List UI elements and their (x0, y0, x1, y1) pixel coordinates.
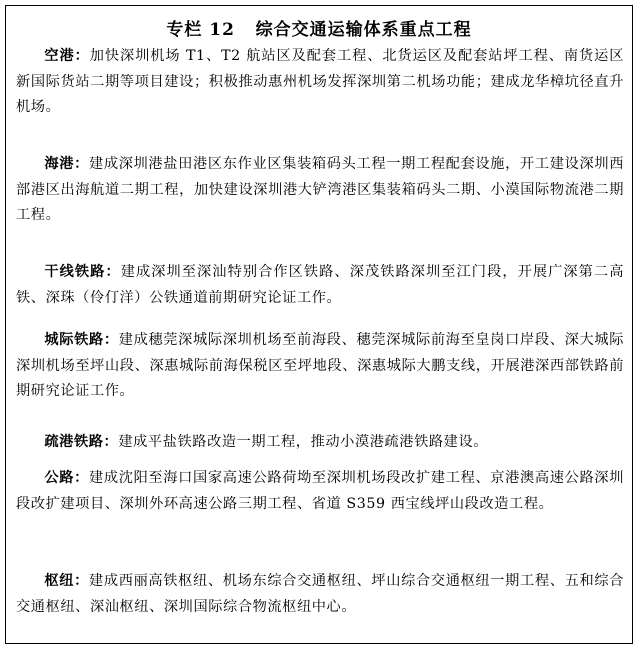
entry-label: 枢纽： (44, 573, 89, 589)
entry-trunk-railway (16, 260, 624, 311)
entry-text: 建成深圳至深汕特别合作区铁路、深茂铁路深圳至江门段，开展广深第二高铁、深珠（伶仃洋）公铁通道前期研究论证工作。 (16, 264, 624, 306)
entry-label: 干线铁路： (44, 264, 121, 280)
entry-text: 建成平盐铁路改造一期工程，推动小漠港疏港铁路建设。 (118, 434, 489, 450)
entry-airport (16, 44, 624, 121)
entry-text: 建成沈阳至海口国家高速公路荷坳至深圳机场段改扩建工程、京港澳高速公路深圳段改扩建项目、深圳外环高速公路三期工程、省道 S359 西宝线坪山段改造工程。 (16, 470, 624, 512)
entry-text: 建成深圳港盐田港区东作业区集装箱码头工程一期工程配套设施，开工建设深圳西部港区出海航道二期工程，加快建设深圳港大铲湾港区集装箱码头二期、小漠国际物流港二期工程。 (16, 156, 624, 223)
entry-intercity-railway (16, 328, 624, 405)
entry-port-railway (16, 430, 624, 456)
entry-hub (16, 569, 624, 620)
entry-label: 疏港铁路： (44, 434, 119, 450)
entry-text: 加快深圳机场 T1、T2 航站区及配套工程、北货运区及配套站坪工程、南货运区新国际货站二期等项目建设；积极推动惠州机场发挥深圳第二机场功能；建成龙华樟坑径直升机场。 (16, 48, 624, 115)
entry-seaport (16, 152, 624, 229)
column-title: 专栏 12 综合交通运输体系重点工程 (166, 20, 472, 40)
entry-highway (16, 466, 624, 517)
entry-label: 城际铁路： (44, 332, 119, 348)
entry-text: 建成西丽高铁枢纽、机场东综合交通枢纽、坪山综合交通枢纽一期工程、五和综合交通枢纽、深汕枢纽、深圳国际综合物流枢纽中心。 (16, 573, 624, 615)
entry-label: 公路： (44, 470, 89, 486)
column-box (5, 5, 633, 644)
entry-label: 海港： (44, 156, 89, 172)
entry-label: 空港： (44, 48, 90, 64)
entry-text: 建成穗莞深城际深圳机场至前海段、穗莞深城际前海至皇岗口岸段、深大城际深圳机场至坪山段、深惠城际前海保税区至坪地段、深惠城际大鹏支线，开展港深西部铁路前期研究论证工作。 (16, 332, 624, 399)
